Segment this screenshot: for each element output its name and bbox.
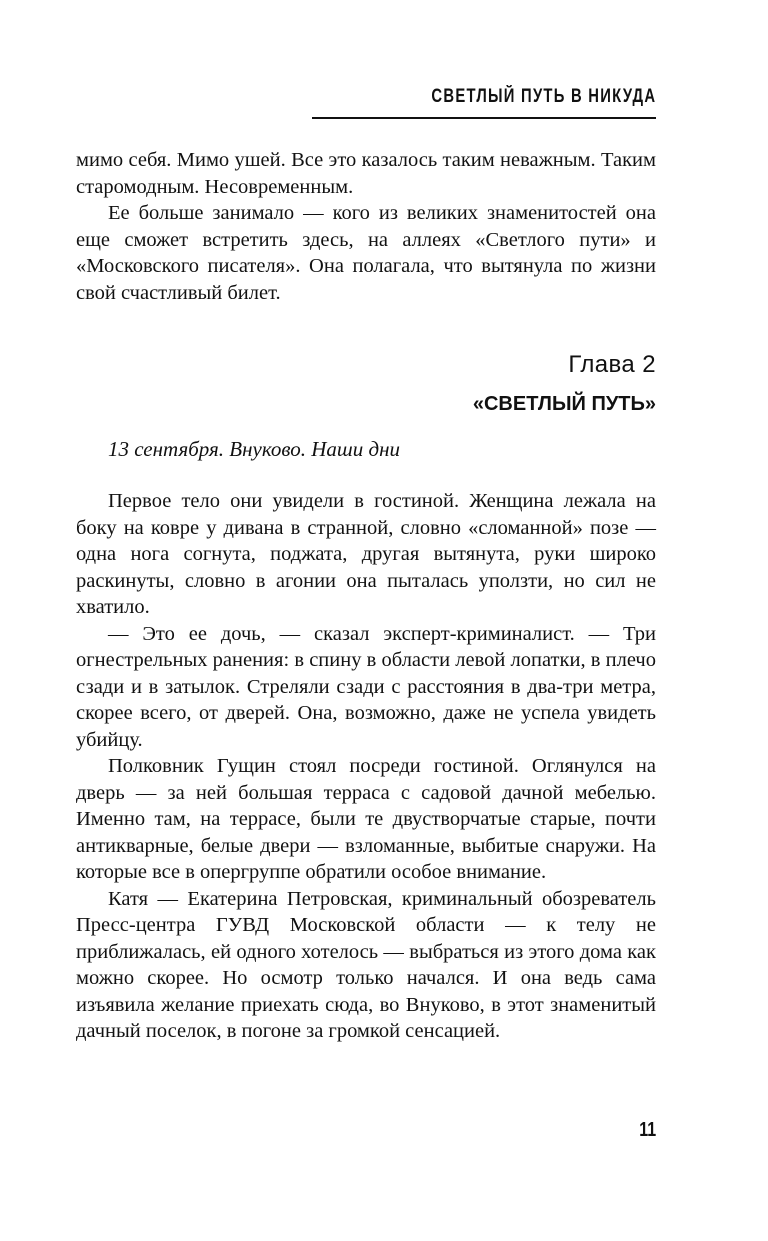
chapter-body [76, 488, 656, 1045]
paragraph: — Это ее дочь, — сказал эксперт-криминалист. — Три огнестрельных ранения: в спину в области левой лопатки, в плечо сзади и в затылок. Стреляли сзади с расстояния в два-три метра, скорее всего, от дверей. Она, возможно, даже не успела увидеть убийцу. [76, 622, 656, 751]
chapter-number: Глава 2 [568, 351, 656, 378]
running-head-title: СВЕТЛЫЙ ПУТЬ В НИКУДА [431, 86, 656, 107]
chapter-dateline: 13 сентября. Внуково. Наши дни [108, 437, 401, 461]
paragraph: Первое тело они увидели в гостиной. Женщина лежала на боку на ковре у дивана в странной, словно «сломанной» позе — одна нога согнута, поджата, другая вытянута, руки широко раскинуты, словно в агонии она пыталась уползти, но сил не хватило. [76, 490, 656, 618]
paragraph: Катя — Екатерина Петровская, криминальный обозреватель Пресс-центра ГУВД Московской области — к телу не приближалась, ей одного хотелось — выбраться из этого дома как можно скорее. Но осмотр только начался. И она ведь сама изъявила желание приехать сюда, во Внуково, в этот знаменитый дачный поселок, в погоне за громкой сенсацией. [76, 887, 656, 1042]
page-number: 11 [639, 1119, 656, 1141]
intro-text [76, 147, 656, 306]
paragraph: мимо себя. Мимо ушей. Все это казалось таким неважным. Таким старомодным. Несовременным. [76, 149, 656, 198]
paragraph: Ее больше занимало — кого из великих знаменитостей она еще сможет встретить здесь, на аллеях «Светлого пути» и «Московского писателя». Она полагала, что вытянула по жизни свой счастливый билет. [76, 202, 656, 304]
paragraph: Полковник Гущин стоял посреди гостиной. Оглянулся на дверь — за ней большая терраса с садовой дачной мебелью. Именно там, на террасе, были те двустворчатые старые, почти антикварные, белые двери — взломанные, выбитые снаружи. На которые все в опергруппе обратили особое внимание. [76, 755, 656, 883]
header-rule [312, 117, 656, 119]
chapter-title: «СВЕТЛЫЙ ПУТЬ» [472, 393, 656, 415]
